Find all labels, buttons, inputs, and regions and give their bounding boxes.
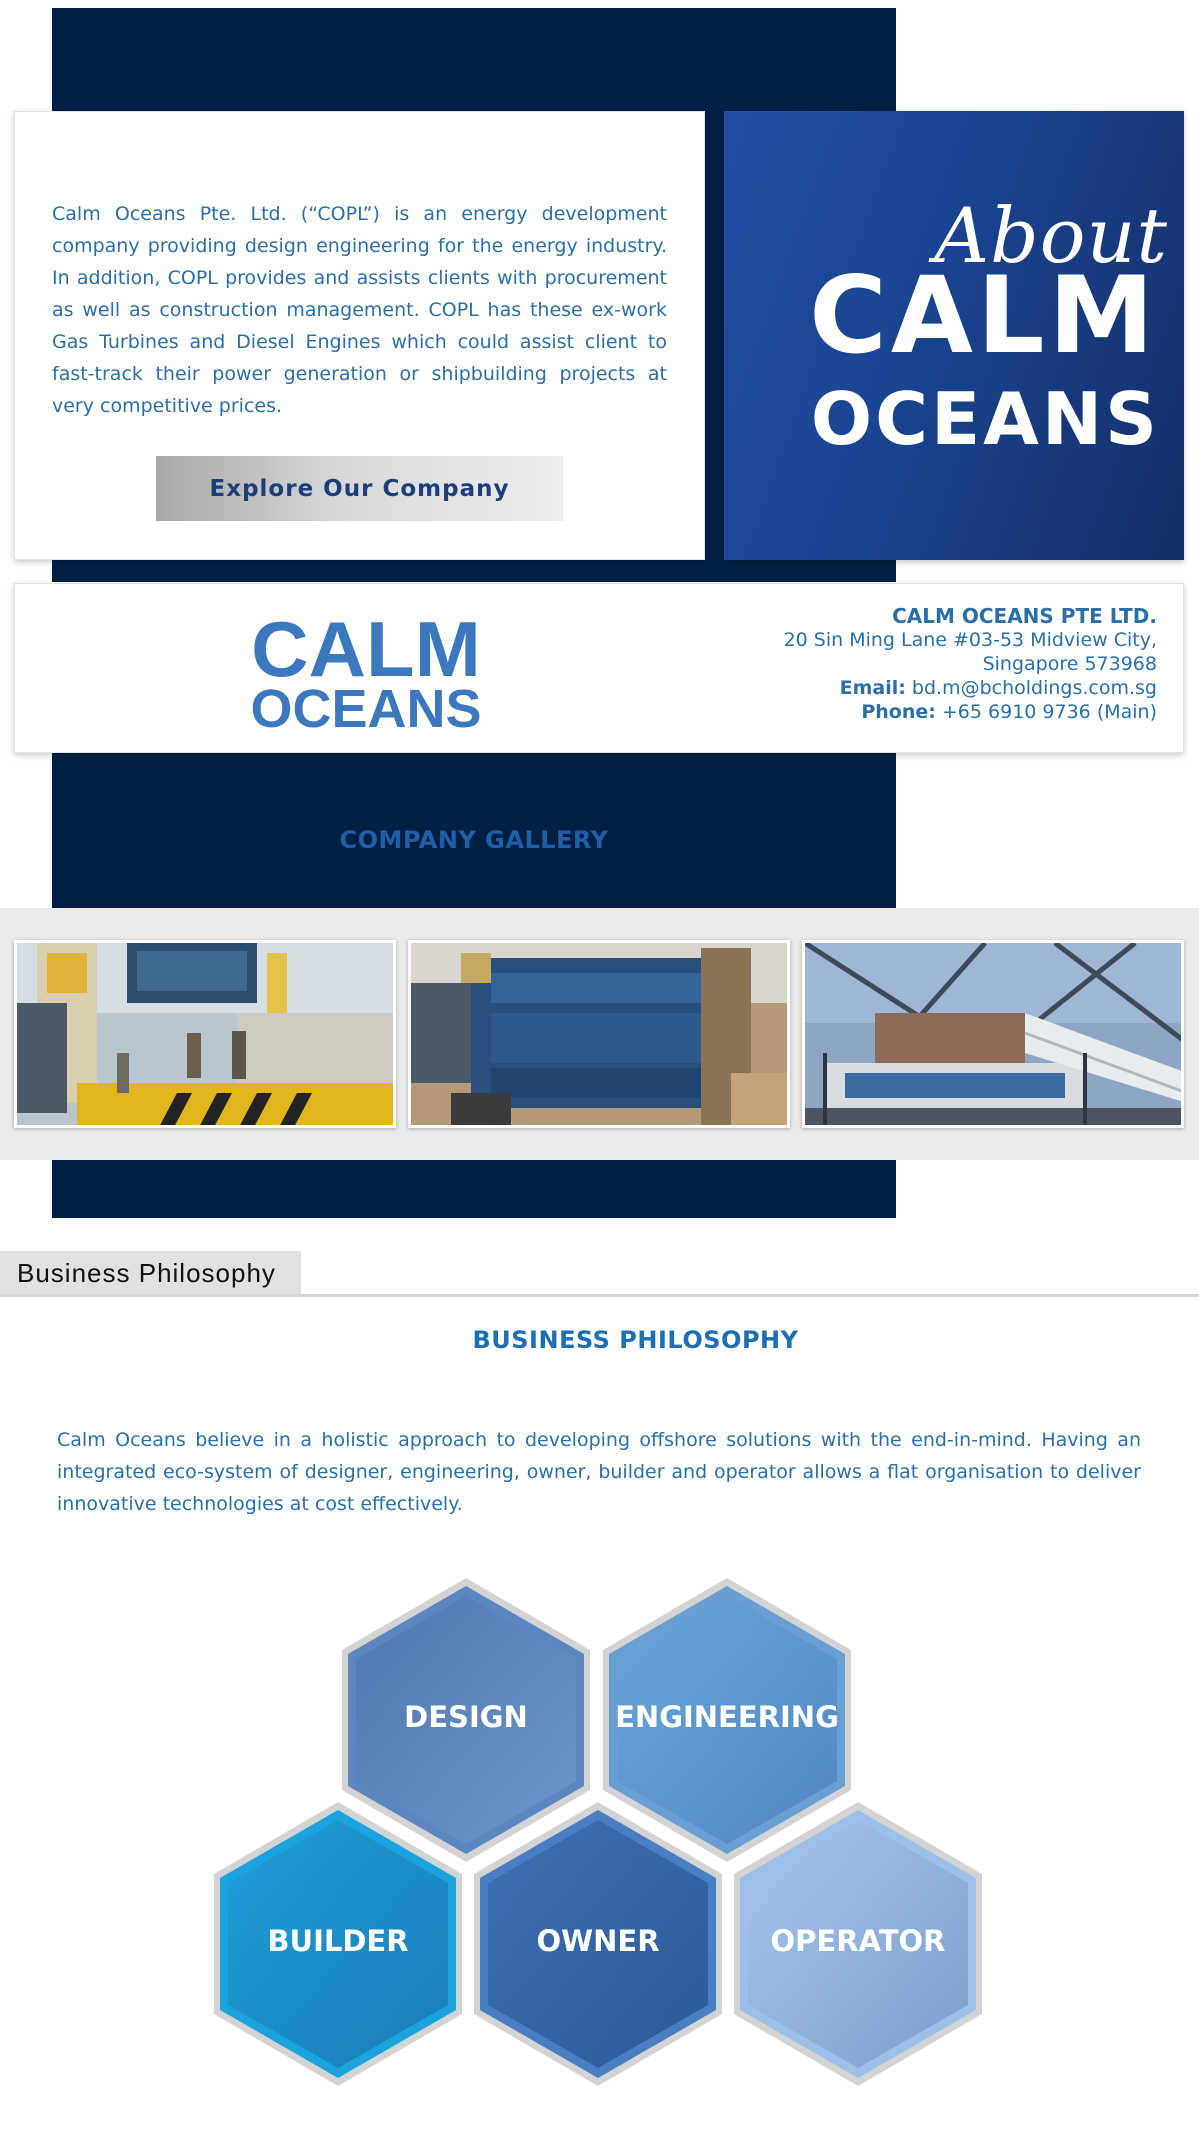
tab-business-philosophy[interactable]: Business Philosophy [0,1251,301,1295]
hex-operator [734,1802,982,2086]
philosophy-text: Calm Oceans believe in a holistic approach to developing offshore solutions with the end-in-mind. Having an integrated eco-system of designer, engineering, owner, builder and operator allows a flat organisation to deliver innovative technologies at cost effectively. [57,1429,1141,1515]
contact-block [737,604,1157,724]
about-oceans-text: OCEANS [810,377,1160,461]
logo-calm-text: CALM [251,605,481,693]
gallery-title [52,826,896,854]
navy-band-bottom [52,1158,896,1218]
company-intro-text: Calm Oceans Pte. Ltd. (“COPL”) is an energy development company providing design engineering for the energy industry. In addition, COPL provides and assists clients with procurement as well as construction management. COPL has these ex-work Gas Turbines and Diesel Engines which could assist client to fast-track their power generation or shipbuilding projects at very competitive prices. [52,203,667,417]
diesel-engine-photo [411,943,790,1128]
hex-label-operator: OPERATOR [770,1924,946,1958]
email-row [737,676,1157,700]
hex-label-design: DESIGN [404,1700,528,1734]
about-script-text: About [934,191,1168,280]
gallery-title-text: COMPANY GALLERY [339,826,609,854]
about-calm-text: CALM [809,254,1158,377]
address-line-2: Singapore 573968 [982,653,1157,675]
hex-engineering [603,1578,851,1862]
tab-divider [0,1294,1199,1297]
gallery-photo-cargo-ship[interactable] [14,940,396,1128]
hex-builder [214,1802,462,2086]
hex-label-engineering: ENGINEERING [615,1700,839,1734]
calm-oceans-logo [246,605,486,739]
philosophy-heading: BUSINESS PHILOSOPHY [472,1326,799,1354]
gallery-strip [0,908,1199,1160]
about-calm-oceans-banner [724,111,1184,560]
email-link[interactable]: bd.m@bcholdings.com.sg [911,677,1157,699]
philosophy-hexagon-diagram [0,1570,1199,2090]
hex-owner [474,1802,722,2086]
company-name: CALM OCEANS PTE LTD. [892,604,1157,628]
hex-label-owner: OWNER [536,1924,660,1958]
hex-design [342,1578,590,1862]
phone-label: Phone: [861,701,936,723]
hex-label-builder: BUILDER [267,1924,409,1958]
address-line-1: 20 Sin Ming Lane #03-53 Midview City, [783,629,1157,651]
explore-company-button[interactable]: Explore Our Company [156,456,563,521]
gallery-photo-offshore-structure[interactable] [802,940,1184,1128]
cargo-ship-engine-photo [17,943,396,1128]
phone-number[interactable]: +65 6910 9736 (Main) [941,701,1157,723]
logo-oceans-text: OCEANS [250,679,482,739]
phone-row [737,700,1157,724]
offshore-structure-photo [805,943,1184,1128]
email-label: Email: [839,677,906,699]
gallery-photo-diesel-engine[interactable] [408,940,790,1128]
